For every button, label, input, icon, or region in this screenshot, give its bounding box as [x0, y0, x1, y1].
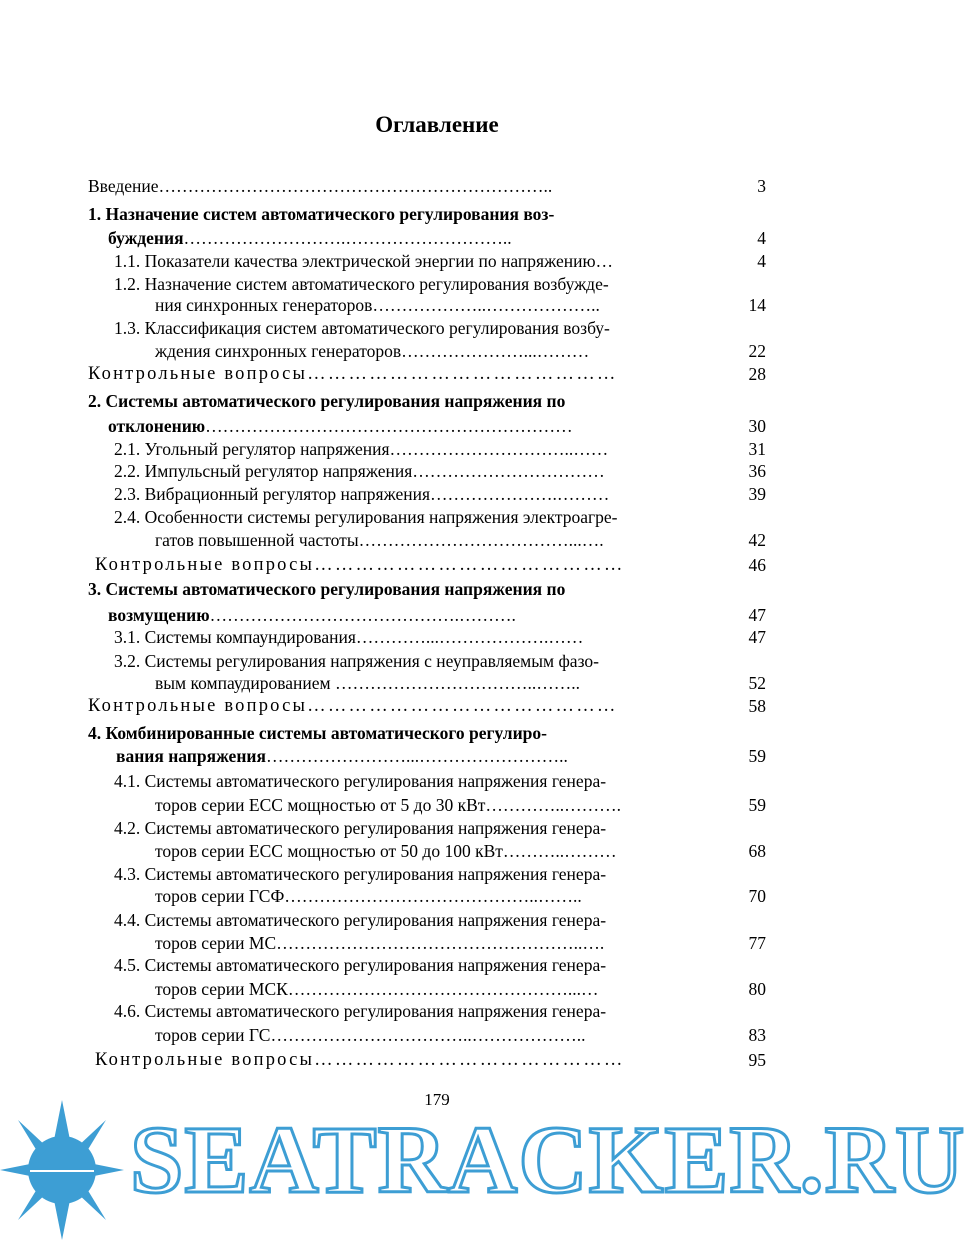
toc-page-number: 4 [757, 228, 766, 248]
toc-entry-text: Контрольные вопросы……………………………………… [88, 364, 618, 384]
toc-entry-text: торов серии ГСФ……………………………………..…….. [155, 886, 582, 906]
toc-entry-text: Введение………………………………………………………….. [88, 176, 553, 196]
toc-line [0, 553, 874, 577]
toc-line [0, 1048, 874, 1072]
toc-page-number: 42 [748, 530, 766, 550]
toc-line [0, 528, 874, 552]
toc-line [0, 414, 874, 438]
toc-line [0, 437, 874, 461]
toc-line [0, 744, 874, 768]
toc-line [0, 603, 874, 627]
toc-entry-text: 3.1. Системы компаундирования…………...……………….…… [114, 627, 584, 647]
toc-entry-text: 2.4. Особенности системы регулирования напряжения электроагре- [114, 507, 618, 527]
toc-entry-text: Контрольные вопросы……………………………………… [95, 1050, 625, 1070]
toc-entry-text: торов серии ГС……………………………..……………….. [155, 1025, 586, 1045]
toc-line [0, 389, 874, 413]
toc-entry-text: ждения синхронных генераторов…………………...……… [155, 341, 590, 361]
toc-page-number: 3 [757, 176, 766, 196]
toc-entry-text: торов серии ЕСС мощностью от 5 до 30 кВт…………..………. [155, 795, 622, 815]
toc-entry-text: торов серии ЕСС мощностью от 50 до 100 кВт………..……… [155, 841, 617, 861]
toc-line [0, 577, 874, 601]
toc-page-number: 14 [748, 295, 766, 315]
toc-entry-bold: буждения [108, 228, 184, 248]
toc-entry-text: 4.4. Системы автоматического регулирования напряжения генера- [114, 910, 607, 930]
toc-line [0, 339, 874, 363]
toc-line [0, 793, 874, 817]
toc-page-number: 52 [748, 673, 766, 693]
toc-line [0, 908, 874, 932]
toc-entry-bold: возмущению [108, 605, 210, 625]
toc-page-number: 59 [748, 746, 766, 766]
page-title: Оглавление [375, 112, 499, 137]
toc-entry-text: 1. Назначение систем автоматического регулирования воз- [88, 204, 555, 224]
toc-line [0, 839, 874, 863]
toc-line [0, 249, 874, 273]
toc-entry-text: 2.1. Угольный регулятор напряжения…………………………..…… [114, 439, 609, 459]
toc-entry-text: 4.5. Системы автоматического регулирования напряжения генера- [114, 955, 607, 975]
toc-entry-text: торов серии МСК…………………………………………...… [155, 979, 599, 999]
toc-line [0, 362, 874, 386]
toc-line [0, 316, 874, 340]
toc-entry-text: ……………………...…………………….. [265, 746, 568, 766]
toc-page-number: 70 [748, 886, 766, 906]
toc-page-number: 28 [748, 364, 766, 384]
toc-entry-text: 3. Системы автоматического регулирования напряжения по [88, 579, 566, 599]
toc-line [0, 816, 874, 840]
toc-line [0, 625, 874, 649]
toc-entry-text: 1.2. Назначение систем автоматического регулирования возбужде- [114, 274, 609, 294]
toc-entry-text: …………………………………….………. [209, 605, 516, 625]
toc-line [0, 769, 874, 793]
watermark-text: SEATRACKER.RU [130, 1106, 965, 1213]
toc-line [0, 293, 874, 317]
toc-entry-text: 3.2. Системы регулирования напряжения с неуправляемым фазо- [114, 651, 599, 671]
toc-page-number: 39 [748, 484, 766, 504]
toc-line [0, 862, 874, 886]
toc-line [0, 649, 874, 673]
toc-line [0, 977, 874, 1001]
toc-entry-text: Контрольные вопросы……………………………………… [95, 555, 625, 575]
toc-entry-text: 4.3. Системы автоматического регулирования напряжения генера- [114, 864, 607, 884]
toc-entry-text: гатов повышенной частоты………………………………...…. [155, 530, 604, 550]
toc-page-number: 80 [748, 979, 766, 999]
toc-page-number: 31 [748, 439, 766, 459]
toc-line [0, 884, 874, 908]
toc-page-number: 22 [748, 341, 766, 361]
toc-page-number: 30 [748, 416, 766, 436]
toc-line [0, 459, 874, 483]
toc-entry-text: 1.3. Классификация систем автоматического регулирования возбу- [114, 318, 610, 338]
toc-entry-text: ния синхронных генераторов………………..……………….. [155, 295, 600, 315]
toc-line [0, 202, 874, 226]
toc-page-number: 47 [748, 605, 766, 625]
toc-line [0, 505, 874, 529]
toc-entry-text: 1.1. Показатели качества электрической энергии по напряжению… [114, 251, 614, 271]
toc-entry-bold: вания напряжения [116, 746, 266, 766]
toc-page-number: 47 [748, 627, 766, 647]
toc-page-number: 58 [748, 696, 766, 716]
toc-entry-text: Контрольные вопросы……………………………………… [88, 696, 618, 716]
toc-page-number: 36 [748, 461, 766, 481]
toc-entry-text: 4. Комбинированные системы автоматического регулиро- [88, 723, 547, 743]
toc-line [0, 226, 874, 250]
toc-entry-text: торов серии МС……………………………………………..…. [155, 933, 605, 953]
toc-page-number: 68 [748, 841, 766, 861]
toc-line [0, 953, 874, 977]
toc-entry-text: 4.2. Системы автоматического регулирования напряжения генера- [114, 818, 607, 838]
toc-line [0, 671, 874, 695]
toc-entry-text: 2.3. Вибрационный регулятор напряжения………………….……… [114, 484, 610, 504]
toc-page-number: 59 [748, 795, 766, 815]
toc-page-number: 77 [748, 933, 766, 953]
toc-entry-bold: отклонению [108, 416, 206, 436]
toc-line [0, 721, 874, 745]
toc-line [0, 999, 874, 1023]
toc-page-number: 95 [748, 1050, 766, 1070]
toc-entry-text: 4.6. Системы автоматического регулирования напряжения генера- [114, 1001, 607, 1021]
toc-entry-text: 2.2. Импульсный регулятор напряжения…………………………… [114, 461, 605, 481]
toc-entry-text: 2. Системы автоматического регулирования напряжения по [88, 391, 566, 411]
toc-entry-text: вым компаудированием ……………………………..…….. [155, 673, 580, 693]
toc-entry-text: 4.1. Системы автоматического регулирования напряжения генера- [114, 771, 607, 791]
toc-page-number: 4 [757, 251, 766, 271]
toc-line [0, 1023, 874, 1047]
toc-entry-text: ……………………….……………………….. [183, 228, 512, 248]
toc-line [0, 482, 874, 506]
toc-page-number: 83 [748, 1025, 766, 1045]
toc-line [0, 694, 874, 718]
page-number: 179 [424, 1090, 450, 1109]
toc-page-number: 46 [748, 555, 766, 575]
toc-line [0, 931, 874, 955]
toc-entry-text: ……………………………………………………… [205, 416, 573, 436]
toc-line [0, 174, 874, 198]
